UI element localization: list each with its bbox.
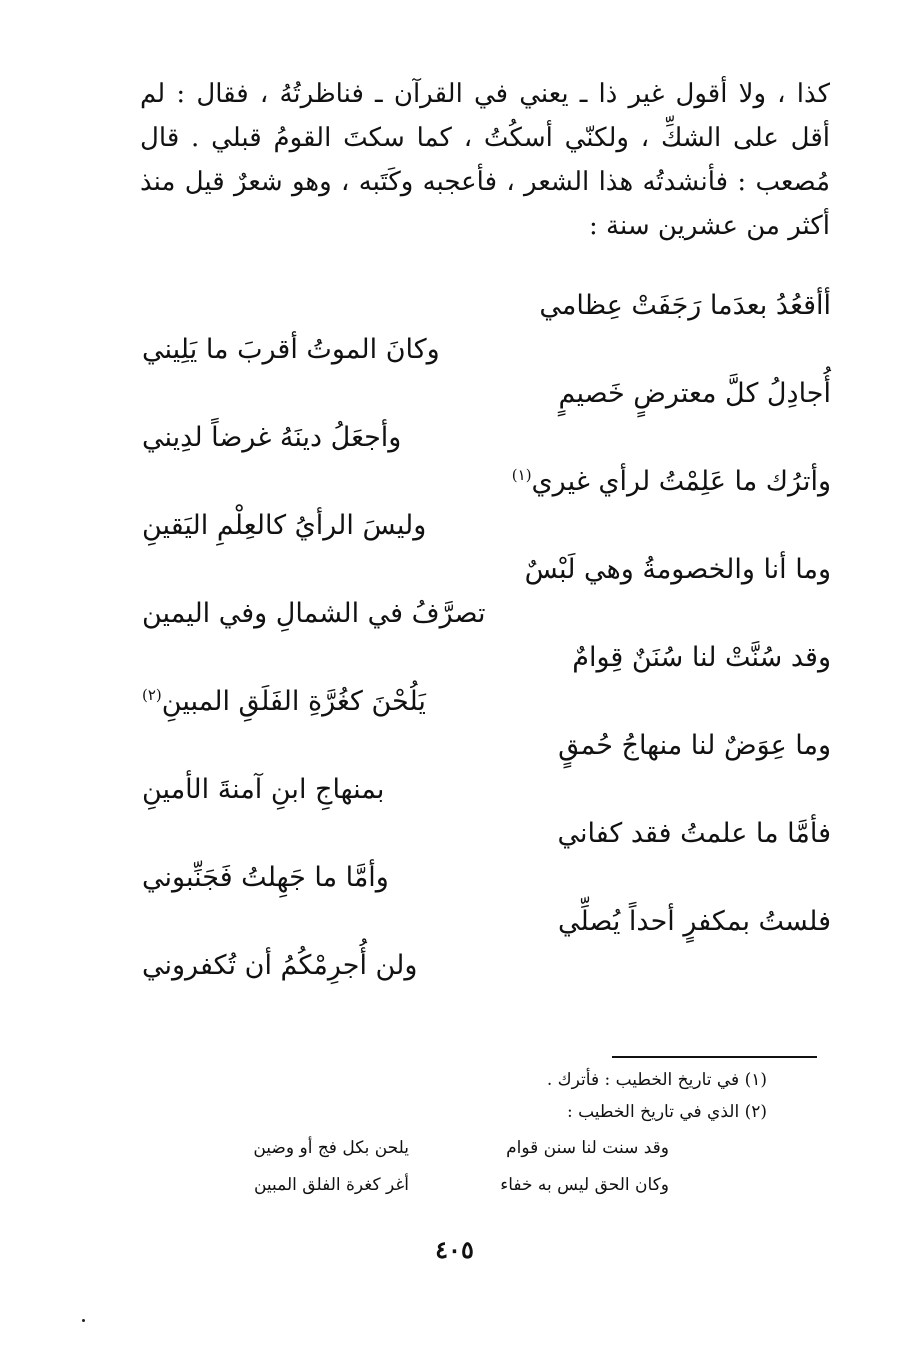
footnote-1: (١) في تاريخ الخطيب : فأترك . [546, 1070, 767, 1090]
footnote-verse-2-second: أغر كغرة الفلق المبين [253, 1175, 409, 1195]
verse-6-second-hemistich: بمنهاجِ ابنِ آمنةَ الأمينِ [142, 774, 385, 805]
footnote-verse-1-first: وقد سنت لنا سنن قوام [506, 1138, 669, 1158]
verse-3-second-hemistich: وليسَ الرأيُ كالعِلْمِ اليَقينِ [142, 510, 427, 541]
verse-1-first-hemistich: أأقعُدُ بعدَما رَجَفَتْ عِظامي [539, 290, 831, 321]
verse-7-first-hemistich: فأمَّا ما علمتُ فقد كفاني [557, 818, 831, 849]
footnote-2: (٢) الذي في تاريخ الخطيب : [566, 1102, 767, 1122]
verse-8-second-hemistich: ولن أُجرِمْكُمُ أن تُكفروني [142, 950, 418, 981]
page-number: ٤٠٥ [435, 1235, 474, 1264]
verse-4-second-hemistich: تصرَّفُ في الشمالِ وفي اليمين [142, 598, 486, 629]
verse-5-second-text: يَلُحْنَ كغُرَّةِ الفَلَقِ المبينِ [161, 686, 426, 717]
verse-7-second-hemistich: وأمَّا ما جَهِلتُ فَجَنِّبوني [142, 862, 389, 893]
prose-text: كذا ، ولا أقول غير ذا ـ يعني في القرآن ـ فناظرتُهُ ، فقال : لم أقل على الشكِّ ، ولكنّي أسكُتُ ، كما سكتَ القومُ قبلي . قال مُصعب : فأنشدتُه هذا الشعر ، فأعجبه وكَتَبه ، وهو شعرٌ قيل منذ أكثر من عشرين سنة : [140, 79, 830, 241]
footnote-marker-2: (٢) [142, 686, 162, 704]
verse-3-first-text: وأترُك ما عَلِمْتُ لرأي غيري [531, 466, 831, 497]
footnote-verse-1-second: يلحن بكل فج أو وضين [253, 1138, 409, 1158]
footnote-verse-2-first: وكان الحق ليس به خفاء [500, 1175, 669, 1195]
verse-4-first-hemistich: وما أنا والخصومةُ وهي لَبْسٌ [524, 554, 831, 585]
verse-6-first-hemistich: وما عِوَضٌ لنا منهاجُ حُمقٍ [558, 730, 831, 761]
footnote-divider [612, 1056, 817, 1058]
verse-3-first-hemistich [512, 466, 831, 497]
verse-2-second-hemistich: وأجعَلُ دينَهُ غرضاً لدِيني [142, 422, 402, 453]
footnote-marker-1: (١) [511, 466, 532, 484]
scan-speck [82, 1319, 85, 1322]
verse-5-first-hemistich: وقد سُنَّتْ لنا سُنَنٌ قِوامٌ [572, 642, 831, 673]
verse-5-second-hemistich [142, 686, 426, 717]
verse-2-first-hemistich: أُجادِلُ كلَّ معترضٍ خَصيمٍ [558, 378, 831, 409]
prose-paragraph [140, 72, 830, 248]
verse-8-first-hemistich: فلستُ بمكفرٍ أحداً يُصلِّي [557, 906, 831, 937]
verse-1-second-hemistich: وكانَ الموتُ أقربَ ما يَلِيني [142, 334, 440, 365]
